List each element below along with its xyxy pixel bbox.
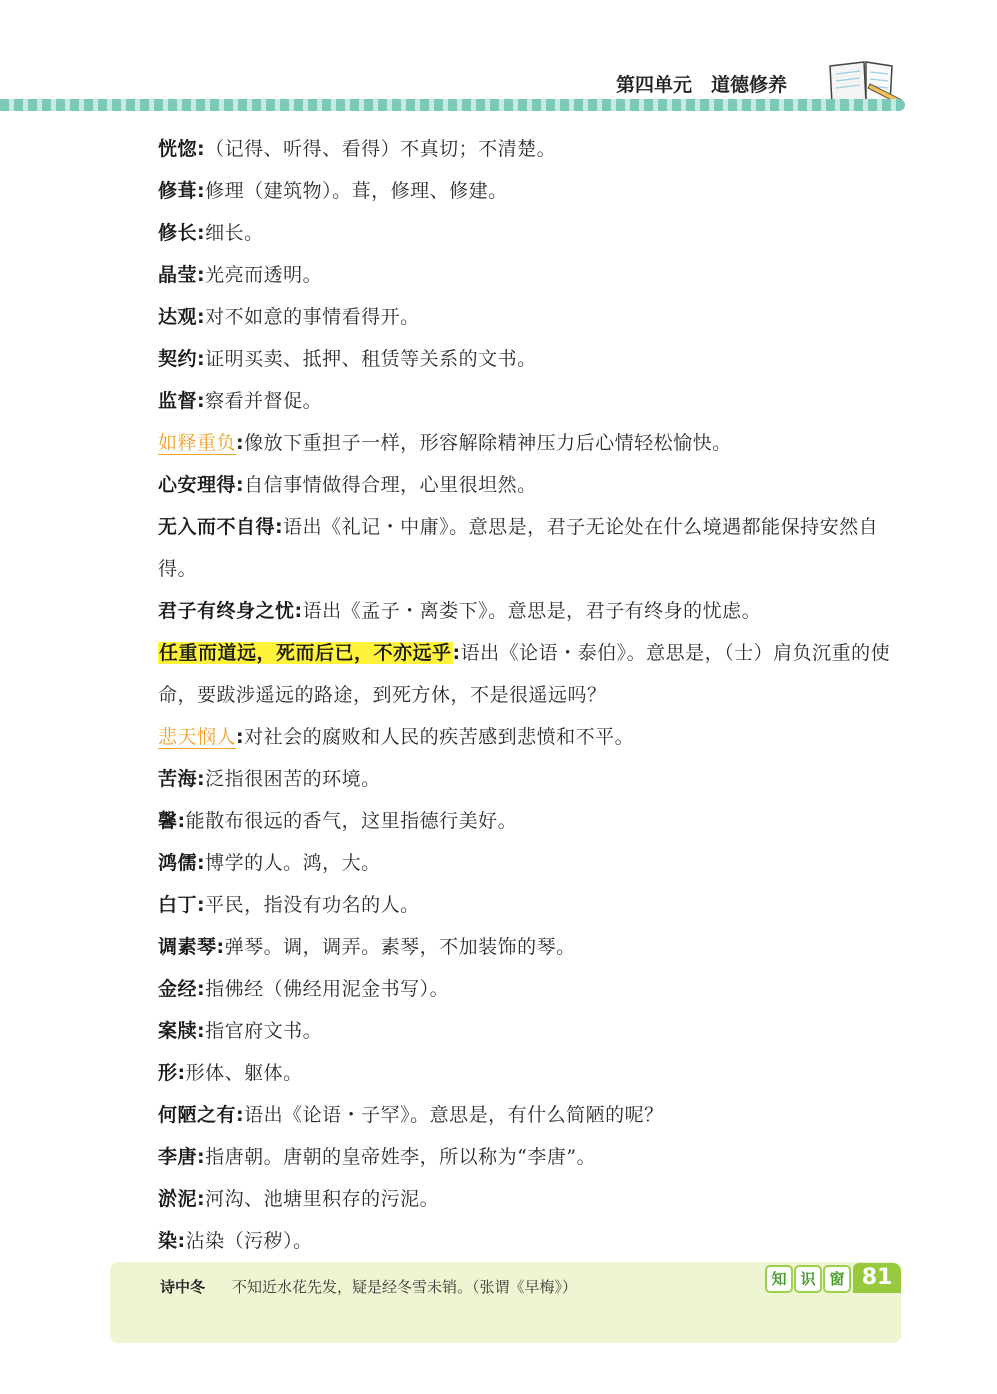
entry-term: 无入而不自得 <box>158 516 276 538</box>
entry-term: 李唐 <box>158 1146 198 1168</box>
glossary-entry: 形:形体、躯体。 <box>158 1062 303 1084</box>
entry-term: 鸿儒 <box>158 852 198 874</box>
entry-definition: 指唐朝。唐朝的皇帝姓李，所以称为“李唐”。 <box>205 1146 597 1168</box>
glossary-entry: 修葺:修理（建筑物）。葺，修理、修建。 <box>158 180 508 202</box>
knowledge-window-char-2: 识 <box>794 1265 822 1293</box>
entry-term: 何陋之有 <box>158 1104 237 1126</box>
glossary-entry: 悲天悯人:对社会的腐败和人民的疾苦感到悲愤和不平。 <box>158 726 635 748</box>
entry-term: 白丁 <box>158 894 198 916</box>
glossary-entry: 苦海:泛指很困苦的环境。 <box>158 768 381 790</box>
entry-definition: （记得、听得、看得）不真切；不清楚。 <box>205 138 557 160</box>
glossary-entry: 金经:指佛经（佛经用泥金书写）。 <box>158 978 450 1000</box>
glossary-entry: 恍惚:（记得、听得、看得）不真切；不清楚。 <box>158 138 557 160</box>
glossary-entry: 白丁:平民，指没有功名的人。 <box>158 894 420 916</box>
entry-term: 契约 <box>158 348 198 370</box>
entry-term: 淤泥 <box>158 1188 198 1210</box>
footer-poem: 不知近水花先发，疑是经冬雪未销。（张谓《早梅》） <box>232 1278 578 1296</box>
entry-term: 晶莹 <box>158 264 198 286</box>
entry-term: 恍惚 <box>158 138 198 160</box>
glossary-entry: 心安理得:自信事情做得合理，心里很坦然。 <box>158 474 537 496</box>
glossary-entry: 案牍:指官府文书。 <box>158 1020 323 1042</box>
entry-term: 心安理得 <box>158 474 237 496</box>
entry-term: 金经 <box>158 978 198 1000</box>
entry-definition: 细长。 <box>205 222 264 244</box>
glossary-list <box>158 128 903 1262</box>
entry-definition: 自信事情做得合理，心里很坦然。 <box>244 474 537 496</box>
footer-label: 诗中冬 <box>160 1278 206 1296</box>
glossary-entry: 染:沾染（污秽）。 <box>158 1230 313 1252</box>
glossary-entry: 契约:证明买卖、抵押、租赁等关系的文书。 <box>158 348 537 370</box>
entry-term-underlined: 如释重负 <box>158 432 237 454</box>
glossary-entry: 修长:细长。 <box>158 222 264 244</box>
entry-term: 案牍 <box>158 1020 198 1042</box>
glossary-entry: 达观:对不如意的事情看得开。 <box>158 306 420 328</box>
entry-term-highlighted: 任重而道远，死而后已，不亦远乎 <box>159 642 452 664</box>
entry-term: 调素琴 <box>158 936 217 958</box>
glossary-entry: 何陋之有:语出《论语・子罕》。意思是，有什么简陋的呢？ <box>158 1104 664 1126</box>
entry-definition: 光亮而透明。 <box>205 264 323 286</box>
entry-definition: 能散布很远的香气，这里指德行美好。 <box>185 810 518 832</box>
glossary-entry: 馨:能散布很远的香气，这里指德行美好。 <box>158 810 518 832</box>
entry-definition: 语出《论语・子罕》。意思是，有什么简陋的呢？ <box>244 1104 664 1126</box>
page-number: 81 <box>853 1263 901 1293</box>
entry-term-underlined: 悲天悯人 <box>158 726 237 748</box>
entry-definition: 平民，指没有功名的人。 <box>205 894 420 916</box>
entry-term: 形 <box>158 1062 178 1084</box>
entry-definition: 河沟、池塘里积存的污泥。 <box>205 1188 440 1210</box>
entry-definition: 像放下重担子一样，形容解除精神压力后心情轻松愉快。 <box>244 432 732 454</box>
glossary-entry: 无入而不自得:语出《礼记・中庸》。意思是，君子无论处在什么境遇都能保持安然自得。 <box>158 516 879 580</box>
glossary-entry: 监督:察看并督促。 <box>158 390 323 412</box>
glossary-entry: 调素琴:弹琴。调，调弄。素琴，不加装饰的琴。 <box>158 936 576 958</box>
entry-term: 苦海 <box>158 768 198 790</box>
glossary-entry: 鸿儒:博学的人。鸿，大。 <box>158 852 381 874</box>
unit-title: 第四单元 道德修养 <box>616 74 788 96</box>
header-stripe <box>0 99 905 111</box>
entry-term: 修长 <box>158 222 198 244</box>
entry-definition: 指佛经（佛经用泥金书写）。 <box>205 978 450 1000</box>
entry-definition: 语出《孟子・离娄下》。意思是，君子有终身的忧虑。 <box>302 600 762 622</box>
entry-definition: 察看并督促。 <box>205 390 323 412</box>
entry-term: 染 <box>158 1230 178 1252</box>
glossary-entry: 如释重负:像放下重担子一样，形容解除精神压力后心情轻松愉快。 <box>158 432 732 454</box>
knowledge-window-char-1: 知 <box>765 1265 793 1293</box>
entry-term: 君子有终身之忧 <box>158 600 295 622</box>
entry-definition: 沾染（污秽）。 <box>185 1230 313 1252</box>
glossary-entry: 君子有终身之忧:语出《孟子・离娄下》。意思是，君子有终身的忧虑。 <box>158 600 762 622</box>
entry-term: 修葺 <box>158 180 198 202</box>
entry-definition: 指官府文书。 <box>205 1020 323 1042</box>
entry-definition: 弹琴。调，调弄。素琴，不加装饰的琴。 <box>224 936 576 958</box>
entry-definition: 形体、躯体。 <box>185 1062 303 1084</box>
knowledge-window-char-3: 窗 <box>823 1265 851 1293</box>
entry-definition: 对不如意的事情看得开。 <box>205 306 420 328</box>
glossary-entry: 淤泥:河沟、池塘里积存的污泥。 <box>158 1188 440 1210</box>
glossary-entry: 晶莹:光亮而透明。 <box>158 264 323 286</box>
entry-term: 达观 <box>158 306 198 328</box>
entry-definition: 泛指很困苦的环境。 <box>205 768 381 790</box>
entry-definition: 语出《论语・泰伯》。意思是，（士）肩负沉重的使命，要跋涉遥远的路途，到死方休，不是很遥远吗？ <box>158 642 891 706</box>
glossary-entry: 任重而道远，死而后已，不亦远乎:语出《论语・泰伯》。意思是，（士）肩负沉重的使命，要跋涉遥远的路途，到死方休，不是很遥远吗？ <box>158 642 891 706</box>
entry-definition: 修理（建筑物）。葺，修理、修建。 <box>205 180 508 202</box>
entry-definition: 对社会的腐败和人民的疾苦感到悲愤和不平。 <box>244 726 635 748</box>
entry-term: 监督 <box>158 390 198 412</box>
entry-definition: 证明买卖、抵押、租赁等关系的文书。 <box>205 348 537 370</box>
glossary-entry: 李唐:指唐朝。唐朝的皇帝姓李，所以称为“李唐”。 <box>158 1146 597 1168</box>
entry-definition: 博学的人。鸿，大。 <box>205 852 381 874</box>
entry-definition: 语出《礼记・中庸》。意思是，君子无论处在什么境遇都能保持安然自得。 <box>158 516 879 580</box>
entry-term: 馨 <box>158 810 178 832</box>
